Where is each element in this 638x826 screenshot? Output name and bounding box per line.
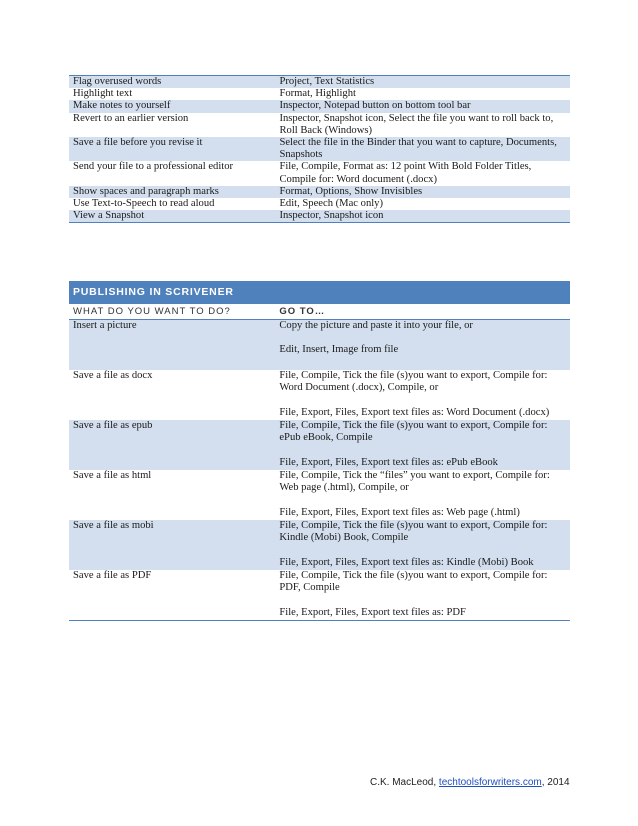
row-task: Revert to an earlier version — [73, 112, 189, 124]
row-task: Use Text-to-Speech to read aloud — [73, 198, 215, 210]
instruction-line: Inspector, Snapshot icon — [279, 210, 384, 222]
row-instructions — [275, 320, 570, 371]
instruction-line: File, Compile, Tick the “files” you want to export, Compile for: Web page (.html), Compile, or — [279, 470, 550, 494]
row-instructions — [275, 210, 570, 223]
row-task: Save a file as epub — [69, 420, 275, 470]
instruction-line: File, Compile, Tick the file (s)you want to export, Compile for: Kindle (Mobi) Book, Compile — [279, 520, 548, 544]
row-instructions — [275, 520, 570, 570]
instruction-line: Select the file in the Binder that you want to capture, Documents, Snapshots — [279, 137, 557, 161]
table-row — [69, 570, 570, 621]
row-instructions — [275, 470, 570, 520]
row-task: Show spaces and paragraph marks — [69, 186, 275, 198]
table-row — [69, 210, 570, 223]
row-task: Save a file as mobi — [69, 520, 275, 570]
instruction-line: Format, Highlight — [279, 88, 356, 100]
row-instructions — [275, 161, 570, 185]
footer-author: C.K. MacLeod, — [370, 777, 439, 788]
table-row — [69, 420, 570, 470]
section-title: PUBLISHING IN SCRIVENER — [69, 281, 570, 304]
instruction-line: File, Export, Files, Export text files as: Web page (.html) — [279, 506, 520, 518]
column-header-row — [69, 304, 570, 320]
row-instructions — [275, 137, 570, 161]
row-task: Flag overused words — [69, 76, 275, 89]
instruction-line: File, Compile, Tick the file (s)you want to export, Compile for: Word Document (.docx), Compile, or — [279, 370, 548, 394]
row-instructions — [275, 88, 570, 100]
instruction-line: Inspector, Snapshot icon, Select the file you want to roll back to, Roll Back (Windows) — [279, 112, 554, 136]
row-instructions — [275, 76, 570, 89]
instruction-line: File, Export, Files, Export text files as: Kindle (Mobi) Book — [279, 556, 534, 568]
row-task: Send your file to a professional editor — [73, 161, 234, 173]
footer-year: , 2014 — [541, 777, 570, 788]
instruction-line: Edit, Insert, Image from file — [279, 344, 399, 356]
row-instructions — [275, 370, 570, 420]
instruction-line: File, Export, Files, Export text files as: PDF — [279, 606, 466, 618]
row-task: View a Snapshot — [69, 210, 275, 223]
section-title-row — [69, 281, 570, 304]
table-row — [69, 470, 570, 520]
row-task: Insert a picture — [69, 320, 275, 371]
row-task: Save a file as html — [73, 470, 152, 482]
row-task: Save a file as PDF — [73, 570, 152, 582]
row-instructions — [275, 100, 570, 112]
column-header-task: WHAT DO YOU WANT TO DO? — [69, 304, 275, 320]
shortcuts-table — [69, 75, 570, 223]
table-row — [69, 100, 570, 112]
row-instructions — [275, 198, 570, 210]
table-row — [69, 113, 570, 137]
row-task: Make notes to yourself — [69, 100, 275, 112]
instruction-line: File, Compile, Format as: 12 point With Bold Folder Titles, Compile for: Word document (.docx) — [279, 161, 532, 185]
row-task: Save a file as docx — [73, 370, 153, 382]
instruction-line: File, Compile, Tick the file (s)you want to export, Compile for: PDF, Compile — [279, 570, 548, 594]
row-instructions — [275, 113, 570, 137]
instruction-line: Edit, Speech (Mac only) — [279, 198, 384, 210]
table-row — [69, 88, 570, 100]
table-row — [69, 137, 570, 161]
instruction-line: File, Export, Files, Export text files as: ePub eBook — [279, 456, 498, 468]
row-instructions — [275, 420, 570, 470]
table-row — [69, 320, 570, 371]
page-footer — [370, 777, 570, 788]
instruction-line: Inspector, Notepad button on bottom tool bar — [279, 100, 471, 112]
publishing-table — [69, 281, 570, 621]
instruction-line: Project, Text Statistics — [279, 76, 375, 87]
table-row — [69, 520, 570, 570]
row-task: Highlight text — [73, 88, 133, 100]
table-row — [69, 76, 570, 89]
table-row — [69, 161, 570, 185]
instruction-line: File, Compile, Tick the file (s)you want to export, Compile for: ePub eBook, Compile — [279, 420, 548, 444]
instruction-line: File, Export, Files, Export text files as: Word Document (.docx) — [279, 406, 550, 418]
table-row — [69, 370, 570, 420]
row-instructions — [275, 570, 570, 621]
table-row — [69, 198, 570, 210]
column-header-goto: GO TO… — [275, 304, 570, 320]
instruction-line: Copy the picture and paste it into your file, or — [279, 320, 473, 332]
instruction-line: Format, Options, Show Invisibles — [279, 185, 423, 197]
footer-link[interactable]: techtoolsforwriters.com — [438, 777, 542, 788]
row-instructions — [275, 186, 570, 198]
row-task: Save a file before you revise it — [69, 137, 275, 161]
table-row — [69, 186, 570, 198]
